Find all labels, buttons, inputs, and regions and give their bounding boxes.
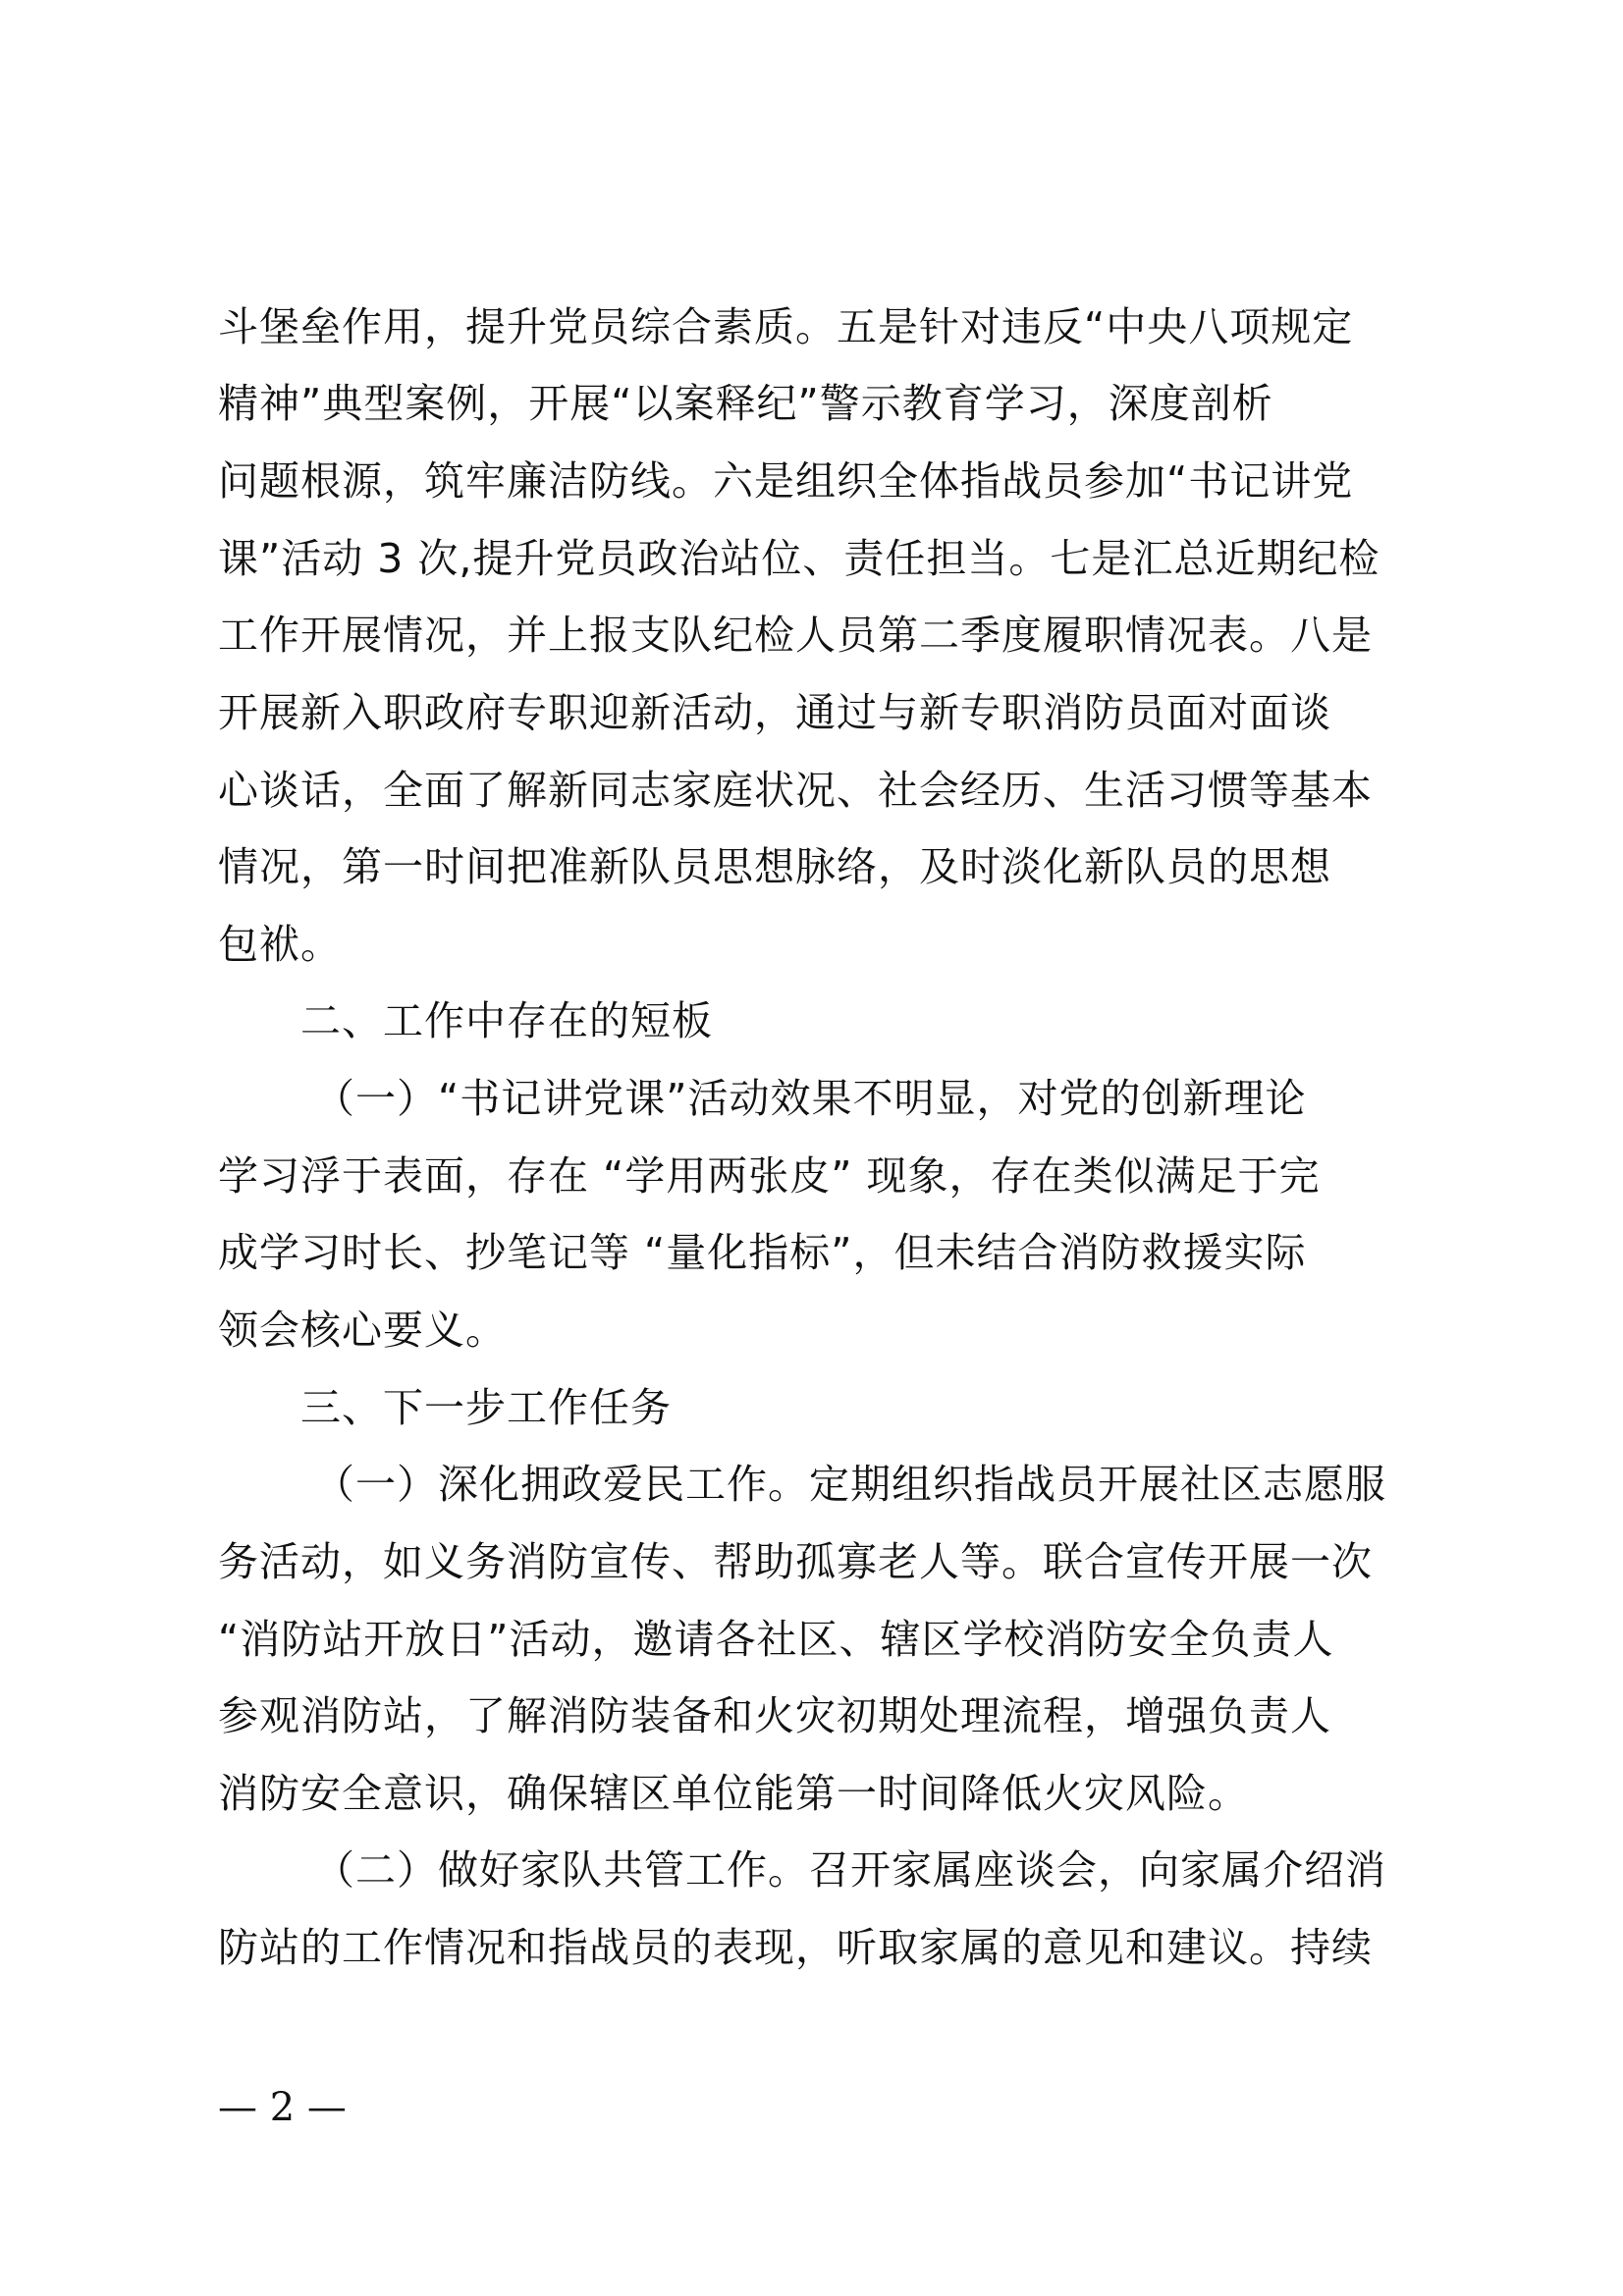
body-line: 课”活动 3 次,提升党员政治站位、责任担当。七是汇总近期纪检: [218, 535, 1380, 582]
body-line: 成学习时长、抄笔记等 “量化指标”，但未结合消防救援实际: [218, 1229, 1307, 1276]
body-line: （一）深化拥政爱民工作。定期组织指战员开展社区志愿服: [314, 1461, 1386, 1508]
body-line: 工作开展情况，并上报支队纪检人员第二季度履职情况表。八是: [218, 612, 1373, 659]
body-line: 包袱。: [218, 921, 342, 968]
body-line: 务活动，如义务消防宣传、帮助孤寡老人等。联合宣传开展一次: [218, 1538, 1373, 1585]
body-line: （二）做好家队共管工作。召开家属座谈会，向家属介绍消: [314, 1846, 1386, 1894]
section-heading: 二、工作中存在的短板: [300, 997, 713, 1044]
body-line: 防站的工作情况和指战员的表现，听取家属的意见和建议。持续: [218, 1924, 1373, 1971]
body-line: 参观消防站，了解消防装备和火灾初期处理流程，增强负责人: [218, 1692, 1331, 1739]
body-line: 精神”典型案例，开展“以案释纪”警示教育学习，深度剖析: [218, 380, 1273, 427]
body-line: 问题根源，筑牢廉洁防线。六是组织全体指战员参加“书记讲党: [218, 457, 1354, 505]
section-heading: 三、下一步工作任务: [300, 1384, 672, 1431]
body-line: 开展新入职政府专职迎新活动，通过与新专职消防员面对面谈: [218, 689, 1331, 736]
body-line: 心谈话，全面了解新同志家庭状况、社会经历、生活习惯等基本: [218, 767, 1373, 814]
body-line: 情况，第一时间把准新队员思想脉络，及时淡化新队员的思想: [218, 843, 1331, 890]
body-line: “消防站开放日”活动，邀请各社区、辖区学校消防安全负责人: [218, 1616, 1334, 1663]
body-line: 学习浮于表面，存在 “学用两张皮” 现象，存在类似满足于完: [218, 1152, 1321, 1200]
body-line: （一）“书记讲党课”活动效果不明显，对党的创新理论: [314, 1075, 1307, 1122]
body-line: 消防安全意识，确保辖区单位能第一时间降低火灾风险。: [218, 1770, 1249, 1817]
page-number: — 2 —: [218, 2085, 347, 2130]
body-line: 领会核心要义。: [218, 1307, 507, 1354]
body-line: 斗堡垒作用，提升党员综合素质。五是针对违反“中央八项规定: [218, 303, 1354, 350]
